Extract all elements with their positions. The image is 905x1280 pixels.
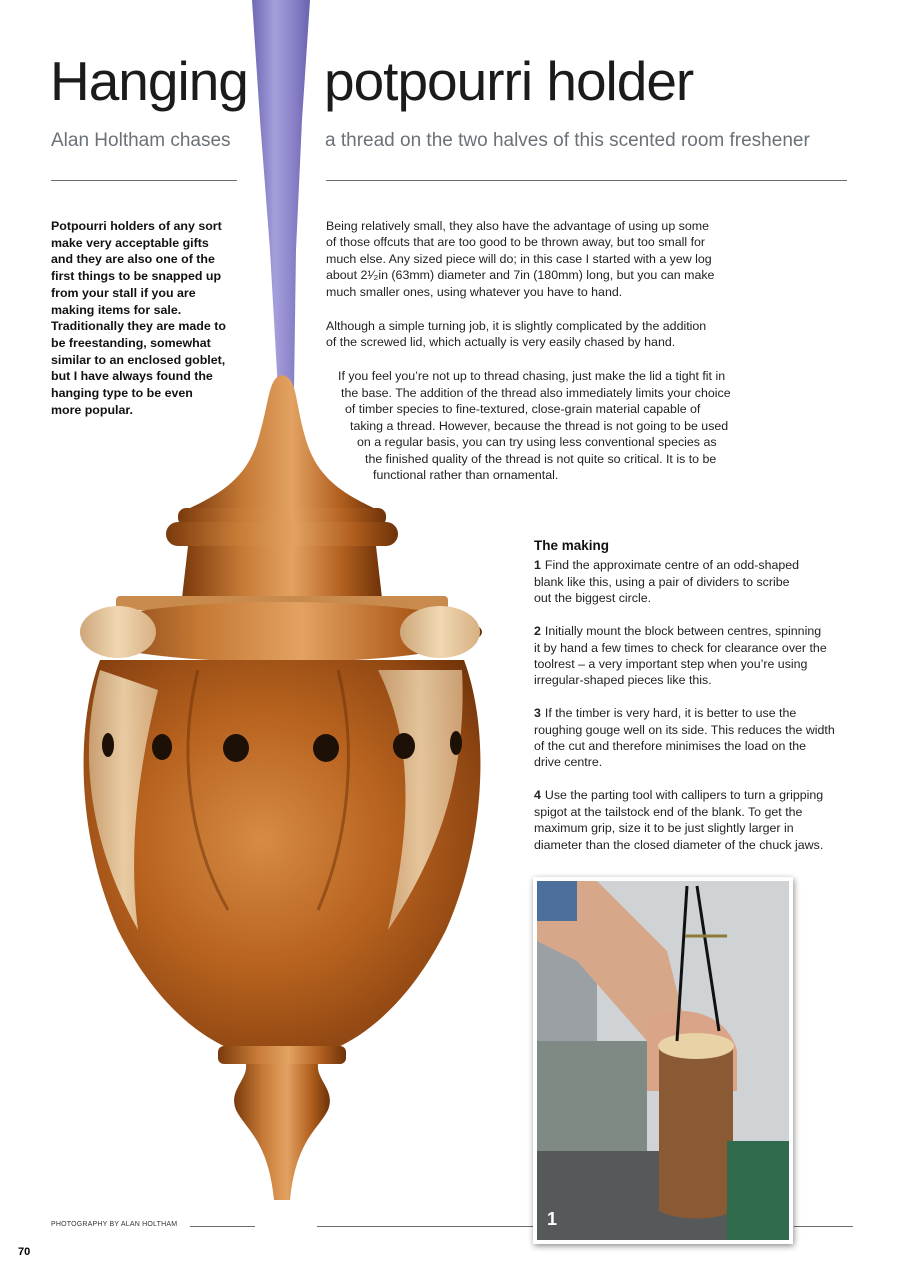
p3-line: functional rather than ornamental.: [373, 468, 559, 482]
step-line: irregular-shaped pieces like this.: [534, 673, 712, 688]
title-right: potpourri holder: [324, 50, 694, 112]
making-section: [534, 538, 844, 870]
ribbon: [250, 0, 314, 390]
p3-line: the base. The addition of the thread also immediately limits your choice: [341, 385, 731, 400]
step-line: blank like this, using a pair of dividers to scribe: [534, 574, 790, 589]
title-left: Hanging: [50, 50, 248, 112]
p3-line: on a regular basis, you can try using less conventional species as: [357, 435, 717, 449]
step-1: [534, 557, 844, 606]
photo-illustration: [537, 881, 789, 1240]
making-heading: The making: [534, 538, 610, 553]
p1-line: about 2¹⁄₂in (63mm) diameter and 7in (180mm) long, but you can make: [326, 268, 715, 283]
step-1-photo-image: [537, 881, 789, 1240]
footer-rule-right: [794, 1226, 853, 1227]
step-line: maximum grip, size it to be just slightly larger in: [534, 821, 794, 836]
step-line: Find the approximate centre of an odd-shaped: [544, 558, 800, 573]
intro-paragraph: Potpourri holders of any sort make very acceptable gifts and they are also one of the first things to be snapped up from your stall if you are making items for sale. Traditionally they are made to be freestanding, somewhat similar to an enclosed goblet, but I have always found the hanging type to be even more popular.: [51, 219, 226, 417]
step-line: it by hand a few times to check for clearance over the: [534, 640, 827, 655]
body-paragraph-1: [326, 218, 746, 300]
p2-line: of the screwed lid, which actually is very easily chased by hand.: [326, 335, 676, 350]
subtitle-right: a thread on the two halves of this scented room freshener: [325, 130, 810, 151]
step-number: 4: [534, 788, 541, 803]
p3-line: of timber species to fine-textured, close-grain material capable of: [345, 402, 701, 416]
p1-line: Being relatively small, they also have the advantage of using up some: [326, 219, 709, 233]
step-line: roughing gouge well on its side. This reduces the width: [534, 722, 835, 737]
body-paragraph-2: [326, 318, 746, 351]
step-line: of the cut and therefore minimises the load on the: [534, 739, 807, 754]
step-4: [534, 787, 844, 853]
step-line: spigot at the tailstock end of the blank. To get the: [534, 804, 803, 819]
footer-rule-left: [190, 1226, 255, 1227]
photo-number: 1: [547, 1209, 558, 1229]
p3-line: If you feel you’re not up to thread chasing, just make the lid a tight fit in: [338, 369, 726, 383]
step-number: 3: [534, 706, 541, 721]
page-number: 70: [18, 1246, 31, 1258]
step-line: drive centre.: [534, 755, 603, 770]
step-number: 1: [534, 558, 541, 573]
step-line: If the timber is very hard, it is better to use the: [544, 706, 797, 721]
step-line: diameter than the closed diameter of the chuck jaws.: [534, 837, 824, 852]
step-3: [534, 705, 844, 771]
header-rule-left: [51, 180, 237, 181]
p3-line: taking a thread. However, because the thread is not going to be used: [350, 418, 729, 433]
step-number: 2: [534, 624, 541, 639]
step-line: Use the parting tool with callipers to turn a gripping: [544, 788, 824, 803]
subtitle-left: Alan Holtham chases: [51, 130, 231, 151]
step-line: out the biggest circle.: [534, 591, 652, 606]
p3-line: the finished quality of the thread is not quite so critical. It is to be: [365, 451, 717, 466]
step-1-photo: [533, 877, 793, 1244]
step-2: [534, 623, 844, 689]
photo-credit: PHOTOGRAPHY BY ALAN HOLTHAM: [51, 1221, 178, 1228]
step-line: toolrest – a very important step when you’re using: [534, 656, 808, 671]
header-rule-right: [326, 180, 847, 181]
step-line: Initially mount the block between centres, spinning: [544, 624, 822, 639]
footer-rule-middle: [317, 1226, 537, 1227]
p1-line: much smaller ones, using whatever you have to hand.: [326, 284, 623, 299]
p2-line: Although a simple turning job, it is slightly complicated by the addition: [326, 319, 707, 333]
p1-line: much else. Any sized piece will do; in this case I started with a yew log: [326, 251, 712, 266]
p1-line: of those offcuts that are too good to be thrown away, but too small for: [326, 235, 706, 250]
potpourri-holder-photo: [78, 370, 486, 1210]
